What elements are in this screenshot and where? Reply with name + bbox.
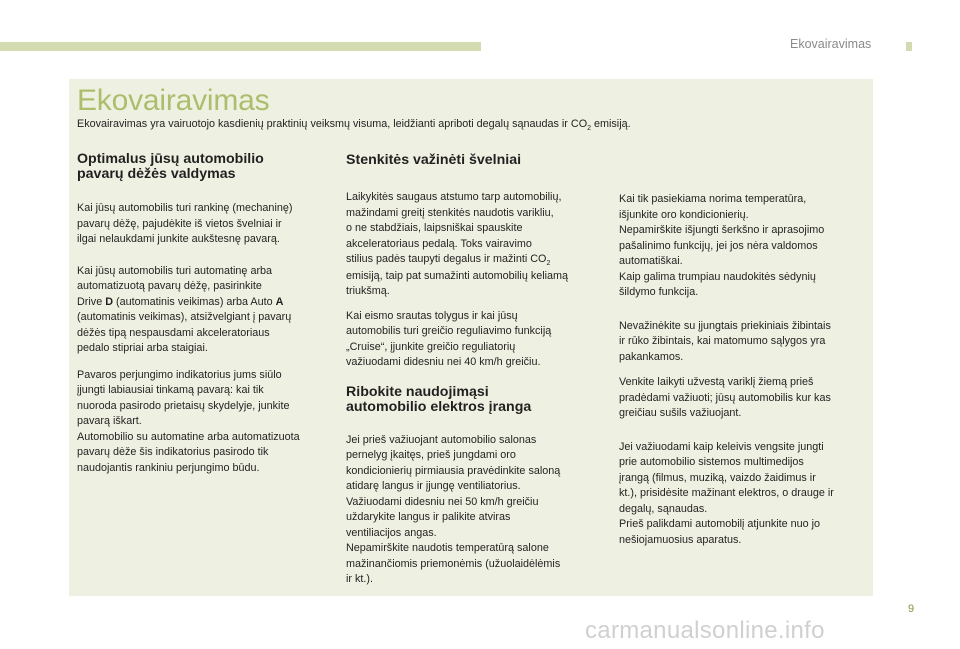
heading-gearbox: Optimalus jūsų automobilio pavarų dėžės valdymas <box>77 151 264 182</box>
watermark-text: carmanualsonline.info <box>585 617 825 644</box>
distance-text-2: emisiją, taip pat sumažinti automobilių keliamą triukšmą. <box>346 269 569 297</box>
header-bar <box>0 42 481 51</box>
auto-text-1: Kai jūsų automobilis turi automatinę arba automatizuotą pavarų dėžę, pasirinkite Drive <box>77 264 273 308</box>
intro-text-main: Ekovairavimas yra vairuotojo kasdienių praktinių veiksmų visuma, leidžianti apriboti degalų sąnaudas ir CO <box>77 118 588 130</box>
paragraph-ventilation: Jei prieš važiuojant automobilio salonas pernelyg įkaitęs, prieš jungdami oro kondicionierių pirmiausia pravėdinkite saloną atidarę langus ir įjungę ventiliatorius. Važiuodami didesniu nei 50 km/h greičiu uždarykite langus ir palikite atviras ventiliacijos angas. Nepamirškite naudotis temperatūrą salone mažinančiomis priemonėmis (užuolaidėlėmis ir kt.). <box>346 433 561 585</box>
paragraph-air-conditioning: Kai tik pasiekiama norima temperatūra, išjunkite oro kondicionierių. Nepamirškite išjungti šerkšno ir aprasojimo pašalinimo funkcijų, jei jos nėra valdomos automatiškai. Kaip galima trumpiau naudokitės sėdynių šildymo funkcija. <box>619 193 825 298</box>
header-section-title: Ekovairavimas <box>790 37 872 51</box>
paragraph-cruise-control: Kai eismo srautas tolygus ir kai jūsų automobilis turi greičio reguliavimo funkciją „Cruise“, įjunkite greičio reguliatorių važiuodami didesniu nei 40 km/h greičiu. <box>346 309 552 368</box>
paragraph-shift-indicator: Pavaros perjungimo indikatorius jums siūlo įjungti labiausiai tinkamą pavarą: kai tik nuoroda pasirodo prietaisų skydelyje, junkite pavarą iškart. Automobilio su automatine arba automatizuota pavarų dėže šis indikatorius pasirodo tik naudojantis rankiniu perjungimo būdu. <box>77 368 300 474</box>
co2-subscript: 2 <box>546 260 551 267</box>
intro-text <box>77 118 631 130</box>
column-tips <box>619 192 869 548</box>
distance-text-1: Laikykitės saugaus atstumo tarp automobilių, mažindami greitį stenkitės naudotis varikliu, o ne stabdžiais, laipsniškai spauskite akceleratoriaus pedalą. Toks vairavimo stilius padės taupyti degalus ir mažinti CO <box>346 191 562 265</box>
heading-electrical-equipment: Ribokite naudojimąsi automobilio elektros įranga <box>346 383 532 415</box>
paragraph-lights: Nevažinėkite su įjungtais priekiniais žibintais ir rūko žibintais, kai matomumo sąlygos yra pakankamos. <box>619 319 831 363</box>
paragraph-automatic-gearbox <box>77 264 339 357</box>
column-gearbox <box>77 152 339 476</box>
paragraph-safe-distance <box>346 190 608 300</box>
paragraph-manual-gearbox: Kai jūsų automobilis turi rankinę (mechaninę) pavarų dėžę, pajudėkite iš vietos švelniai ir ilgai nelaukdami junkite aukštesnę pavarą. <box>77 202 293 245</box>
paragraph-multimedia: Jei važiuodami kaip keleivis vengsite jungti prie automobilio sistemos multimedijos įrangą (filmus, muziką, vaizdo žaidimus ir kt.), prisidėsite mažinant elektros, o drauge ir degalų, sąnaudas. Prieš palikdami automobilį atjunkite nuo jo nešiojamuosius aparatus. <box>619 440 834 546</box>
page-title: Ekovairavimas <box>77 84 270 117</box>
paragraph-engine-warmup: Venkite laikyti užvestą variklį žiemą prieš pradėdami važiuoti; jūsų automobilis kur kas greičiau sušils važiuojant. <box>619 376 831 419</box>
auto-text-2: (automatinis veikimas) arba Auto <box>113 295 276 308</box>
header-marker <box>906 42 912 51</box>
heading-smooth-driving: Stenkitės važinėti švelniai <box>346 152 522 168</box>
auto-text-3: (automatinis veikimas), atsižvelgiant į pavarų dėžės tipą nespausdami akceleratoriaus pedalo stipriai arba staigiai. <box>77 311 292 354</box>
intro-subscript: 2 <box>587 125 592 132</box>
column-driving <box>346 153 608 588</box>
drive-mode-letter: D <box>105 295 114 308</box>
page-number: 9 <box>908 603 915 615</box>
intro-text-end: emisiją. <box>591 118 631 130</box>
auto-mode-letter: A <box>275 295 284 308</box>
